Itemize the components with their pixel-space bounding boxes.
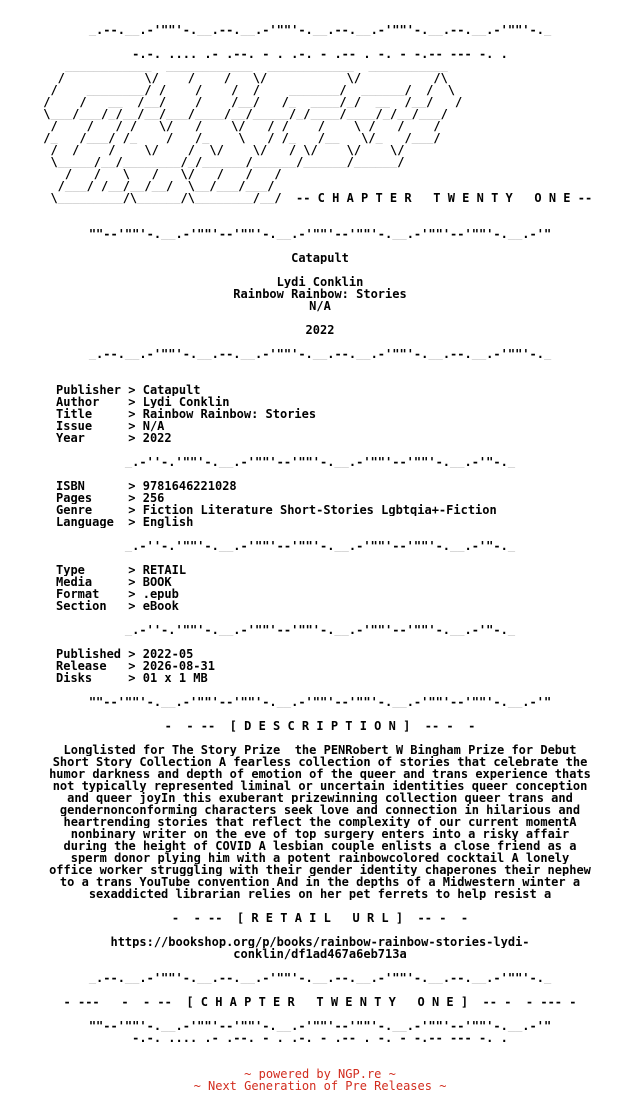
info-row xyxy=(56,576,640,588)
ascii-logo xyxy=(36,60,636,204)
info-label: Type xyxy=(56,564,122,576)
info-label: Published xyxy=(56,648,122,660)
release-author: Lydi Conklin xyxy=(276,276,364,288)
release-year: 2022 xyxy=(305,324,335,336)
info-separator: > xyxy=(121,408,143,420)
logo-line: / / / / \/ / \/ / / / \ / / / xyxy=(36,120,441,132)
logo-line: /_ /___/ /_ / /_ \ / /_ /__ \/_ /___/ xyxy=(36,132,441,144)
description-line: not typically represented liminal or uncertain identities queer conception xyxy=(52,780,588,792)
description-line: office worker struggling with their gender identity chaperones their nephew xyxy=(49,864,591,876)
logo-line: / / \ / \/ / / / xyxy=(36,168,282,180)
info-label: Author xyxy=(56,396,122,408)
info-row xyxy=(56,408,640,420)
description-line: nonbinary writer on the eve of top surgery enters into a risky affair xyxy=(70,828,570,840)
logo-line: / / / \/ / \/ \/ / \/ \/ \/ xyxy=(36,144,405,156)
info-row xyxy=(56,492,640,504)
wave-divider-mid-2: _.-''-.'""'-.__.-'""'--'""'-.__.-'""'--'""'-.__.-'"-._ xyxy=(124,540,516,552)
logo-line: / \/ / / \/ \/ /\ xyxy=(36,72,448,84)
logo-line: / / __ /__/ / /__/ /_ ____/_/ __ /__/ / xyxy=(36,96,463,108)
retail-url[interactable] xyxy=(0,936,640,960)
chapter-inline-label: -- C H A P T E R T W E N T Y O N E -- xyxy=(296,192,593,204)
footer-tagline: ~ Next Generation of Pre Releases ~ xyxy=(193,1080,447,1092)
info-row xyxy=(56,480,640,492)
info-row xyxy=(56,384,640,396)
info-separator: > xyxy=(121,660,143,672)
info-value: Rainbow Rainbow: Stories xyxy=(142,408,317,420)
logo-line: \_________/\______/\________/__/ xyxy=(36,192,282,204)
info-value: 2026-08-31 xyxy=(142,660,215,672)
info-label: Release xyxy=(56,660,122,672)
info-separator: > xyxy=(121,564,143,576)
info-value: Catapult xyxy=(142,384,201,396)
info-value: English xyxy=(142,516,194,528)
wave-divider-quote-3: ""--'""'-.__.-'""'--'""'-.__.-'""'--'""'-.__.-'""'--'""'-.__.-'" xyxy=(88,1020,552,1032)
logo-line: \_____/__/________/_/______/______/______/______/ xyxy=(36,156,405,168)
description-line: Longlisted for The Story Prize the PENRobert W Bingham Prize for Debut xyxy=(63,744,577,756)
info-row xyxy=(56,672,640,684)
description-line: to a trans YouTube convention And in the depths of a Midwestern winter a xyxy=(59,876,581,888)
info-value: BOOK xyxy=(142,576,172,588)
wave-divider-bottom: _.--.__.-'""'-.__.--.__.-'""'-.__.--.__.-'""'-.__.--.__.-'""'-._ xyxy=(88,972,552,984)
info-row xyxy=(56,564,640,576)
description-text xyxy=(0,744,640,900)
info-row xyxy=(56,396,640,408)
info-label: Year xyxy=(56,432,122,444)
retail-url-line: https://bookshop.org/p/books/rainbow-rainbow-stories-lydi- xyxy=(110,936,530,948)
info-separator: > xyxy=(121,480,143,492)
info-block-1 xyxy=(0,384,640,444)
info-value: eBook xyxy=(142,600,179,612)
retail-url-header: - - -- [ R E T A I L U R L ] -- - - xyxy=(171,912,469,924)
info-label: Pages xyxy=(56,492,122,504)
logo-line: /___/ /__/__/__/ \__/___/___/ xyxy=(36,180,275,192)
info-label: ISBN xyxy=(56,480,122,492)
info-block-2 xyxy=(0,480,640,528)
description-line: heartrending stories that reflect the complexity of our current momentA xyxy=(63,816,577,828)
morse-divider-top: -.-. .... .- .--. - . .-. - .-- . -. - -.-- --- -. . xyxy=(132,48,508,60)
powered-by-link[interactable]: ~ powered by NGP.re ~ xyxy=(244,1068,396,1080)
info-value: 256 xyxy=(142,492,165,504)
retail-url-line: conklin/df1ad467a6eb713a xyxy=(233,948,407,960)
info-value: N/A xyxy=(142,420,165,432)
logo-line: ____________ ____________ ____________ ___________ xyxy=(36,60,448,72)
release-title: Rainbow Rainbow: Stories xyxy=(233,288,407,300)
info-value: 2022 xyxy=(142,432,172,444)
info-value: RETAIL xyxy=(142,564,187,576)
info-value: 2022-05 xyxy=(142,648,194,660)
info-separator: > xyxy=(121,432,143,444)
info-label: Publisher xyxy=(56,384,122,396)
info-row xyxy=(56,648,640,660)
info-separator: > xyxy=(121,600,143,612)
wave-divider-quote-2: ""--'""'-.__.-'""'--'""'-.__.-'""'--'""'-.__.-'""'--'""'-.__.-'" xyxy=(88,696,552,708)
release-group: Catapult xyxy=(291,252,349,264)
info-label: Section xyxy=(56,600,122,612)
wave-divider-quote-1: ""--'""'-.__.-'""'--'""'-.__.-'""'--'""'-.__.-'""'--'""'-.__.-'" xyxy=(88,228,552,240)
wave-divider-mid-1: _.-''-.'""'-.__.-'""'--'""'-.__.-'""'--'""'-.__.-'"-._ xyxy=(124,456,516,468)
info-separator: > xyxy=(121,516,143,528)
description-header: - - -- [ D E S C R I P T I O N ] -- - - xyxy=(164,720,476,732)
info-row xyxy=(56,432,640,444)
description-line: during the height of COVID A lesbian couple enlists a close friend as a xyxy=(63,840,577,852)
release-issue: N/A xyxy=(309,300,331,312)
wave-divider-2: _.--.__.-'""'-.__.--.__.-'""'-.__.--.__.-'""'-.__.--.__.-'""'-._ xyxy=(88,348,552,360)
info-separator: > xyxy=(121,672,143,684)
description-line: sexaddicted librarian relies on her pet ferrets to help resist a xyxy=(88,888,552,900)
info-value: 9781646221028 xyxy=(142,480,237,492)
info-label: Media xyxy=(56,576,122,588)
info-row xyxy=(56,660,640,672)
info-separator: > xyxy=(121,588,143,600)
info-separator: > xyxy=(121,384,143,396)
info-separator: > xyxy=(121,576,143,588)
info-separator: > xyxy=(121,648,143,660)
info-label: Language xyxy=(56,516,122,528)
info-value: 01 x 1 MB xyxy=(142,672,208,684)
info-label: Disks xyxy=(56,672,122,684)
description-line: sperm donor plying him with a potent rainbowcolored cocktail A lonely xyxy=(70,852,570,864)
info-row xyxy=(56,420,640,432)
info-value: Lydi Conklin xyxy=(142,396,230,408)
info-row xyxy=(56,600,640,612)
info-separator: > xyxy=(121,492,143,504)
info-separator: > xyxy=(121,396,143,408)
description-line: humor darkness and depth of emotion of the queer and trans experience thats xyxy=(49,768,591,780)
wave-divider-top: _.--.__.-'""'-.__.--.__.-'""'-.__.--.__.-'""'-.__.--.__.-'""'-._ xyxy=(88,24,552,36)
info-row xyxy=(56,516,640,528)
description-line: Short Story Collection A fearless collection of stories that celebrate the xyxy=(52,756,588,768)
info-row xyxy=(56,588,640,600)
info-separator: > xyxy=(121,420,143,432)
info-block-3 xyxy=(0,564,640,612)
info-label: Issue xyxy=(56,420,122,432)
info-label: Genre xyxy=(56,504,122,516)
info-block-4 xyxy=(0,648,640,684)
info-value: .epub xyxy=(142,588,179,600)
logo-line: / ________/ / / / / _______/ ______/ / \ xyxy=(36,84,456,96)
info-label: Format xyxy=(56,588,122,600)
info-row xyxy=(56,504,640,516)
chapter-footer-label: - --- - - -- [ C H A P T E R T W E N T Y O N E ] -- - - --- - xyxy=(63,996,577,1008)
description-line: gendernonconforming characters seek love and connection in hilarious and xyxy=(59,804,581,816)
info-separator: > xyxy=(121,504,143,516)
description-line: and queer joyIn this exuberant prizewinning collection queer trans and xyxy=(67,792,573,804)
info-value: Fiction Literature Short-Stories Lgbtqia+-Fiction xyxy=(142,504,497,516)
wave-divider-mid-3: _.-''-.'""'-.__.-'""'--'""'-.__.-'""'--'""'-.__.-'"-._ xyxy=(124,624,516,636)
info-label: Title xyxy=(56,408,122,420)
logo-line: \___/___/_/__/__/___/____/__/_____/_/____/____/_/__/___/ xyxy=(36,108,448,120)
morse-divider-bottom: -.-. .... .- .--. - . .-. - .-- . -. - -.-- --- -. . xyxy=(132,1032,508,1044)
